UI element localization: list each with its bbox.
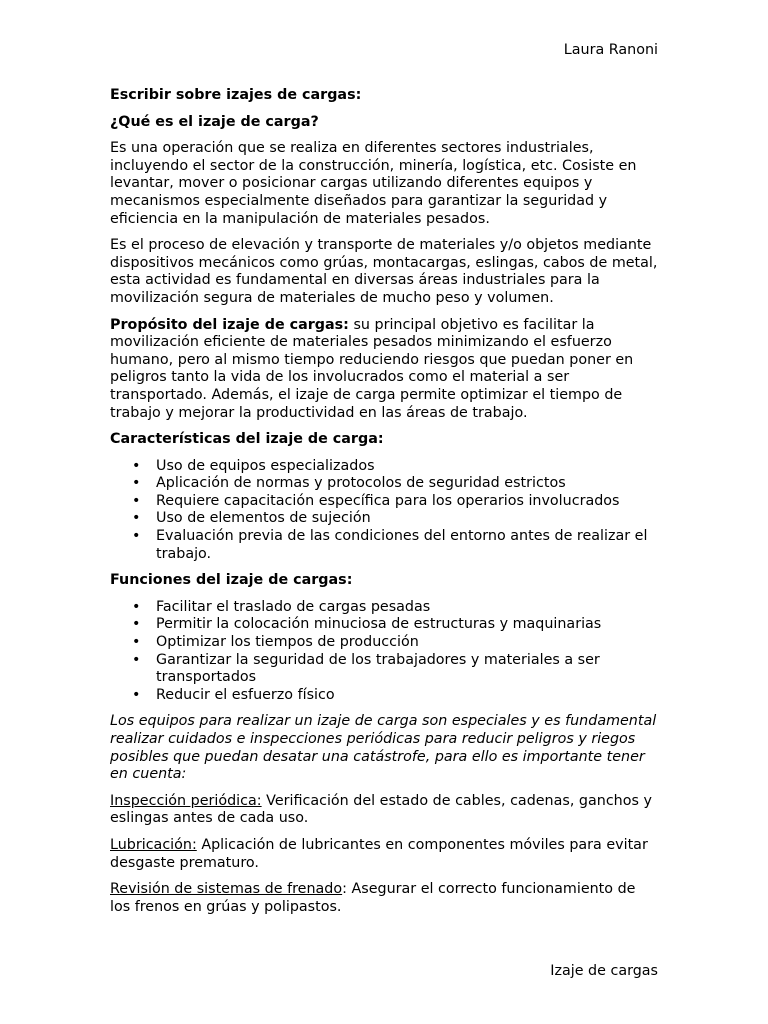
inspection-label: Inspección periódica: [110, 792, 262, 809]
document-body [110, 87, 660, 925]
bullet-icon: • [132, 510, 141, 527]
bullet-icon: • [132, 492, 141, 509]
heading-characteristics: Características del izaje de carga: [110, 431, 384, 448]
paragraph-process: Es el proceso de elevación y transporte de materiales y/o objetos mediante dispositivos mecánicos como grúas, montacargas, eslingas, cabos de metal, esta actividad es fundamental en diversas áreas industriales para la movilización segura de materiales de mucho peso y volumen. [110, 237, 658, 306]
lubrication-text: Aplicación de lubricantes en componentes móviles para evitar desgaste prematuro. [110, 836, 648, 871]
characteristics-list [110, 458, 660, 564]
list-item: • Aplicación de normas y protocolos de seguridad estrictos [132, 475, 566, 492]
list-item: • Garantizar la seguridad de los trabajadores y materiales a ser transportados [132, 651, 600, 686]
paragraph-definition: Es una operación que se realiza en diferentes sectores industriales, incluyendo el sector de la construcción, minería, logística, etc. Cosiste en levantar, mover o posicionar cargas utilizando diferentes equipos y mecanismos especialmente diseñados para garantizar la seguridad y eficiencia en la manipulación de materiales pesados. [110, 140, 637, 227]
paragraph-inspection [110, 793, 660, 828]
page-header-author: Laura Ranoni [563, 42, 658, 58]
heading-main: Escribir sobre izajes de cargas: [110, 87, 362, 103]
lubrication-label: Lubricación: [110, 836, 197, 853]
list-item: • Permitir la colocación minuciosa de estructuras y maquinarias [132, 616, 602, 633]
bullet-icon: • [132, 475, 141, 492]
purpose-label: Propósito del izaje de cargas: [110, 316, 349, 333]
paragraph-maintenance-intro: Los equipos para realizar un izaje de carga son especiales y es fundamental realizar cuidados e inspecciones periódicas para reducir peligros y riegos posibles que puedan desatar una catástrofe, para ello es importante tener en cuenta: [110, 713, 657, 783]
bullet-icon: • [132, 457, 141, 474]
list-item: • Reducir el esfuerzo físico [132, 686, 335, 703]
inspection-text: Verificación del estado de cables, cadenas, ganchos y eslingas antes de cada uso. [110, 792, 652, 827]
paragraph-lubrication [110, 837, 660, 872]
bullet-icon: • [132, 616, 141, 633]
list-item: • Evaluación previa de las condiciones del entorno antes de realizar el trabajo. [132, 528, 648, 562]
heading-functions: Funciones del izaje de cargas: [110, 572, 353, 589]
bullet-icon: • [132, 528, 141, 545]
bullet-icon: • [132, 598, 141, 615]
bullet-icon: • [132, 634, 141, 651]
heading-que-es: ¿Qué es el izaje de carga? [110, 113, 319, 130]
list-item: • Optimizar los tiempos de producción [132, 634, 419, 651]
page-footer-title: Izaje de cargas [550, 963, 658, 979]
paragraph-purpose [110, 317, 660, 423]
brake-review-label: Revisión de sistemas de frenado [110, 881, 343, 898]
brake-review-text: : Asegurar el correcto funcionamiento de los frenos en grúas y polipastos. [110, 881, 636, 915]
list-item: • Requiere capacitación específica para los operarios involucrados [132, 492, 620, 509]
list-item: • Uso de elementos de sujeción [132, 510, 371, 527]
list-item: • Uso de equipos especializados [132, 457, 375, 474]
paragraph-brake-review [110, 881, 660, 916]
list-item: • Facilitar el traslado de cargas pesadas [132, 598, 431, 615]
bullet-icon: • [132, 686, 141, 703]
bullet-icon: • [132, 651, 141, 668]
purpose-text: su principal objetivo es facilitar la movilización eficiente de materiales pesados minimizando el esfuerzo humano, pero al mismo tiempo reduciendo riesgos que puedan poner en peligros tanto la vida de los involucrados como el material a ser transportado. Además, el izaje de carga permite optimizar el tiempo de trabajo y mejorar la productividad en las áreas de trabajo. [110, 316, 634, 421]
functions-list [110, 599, 660, 705]
